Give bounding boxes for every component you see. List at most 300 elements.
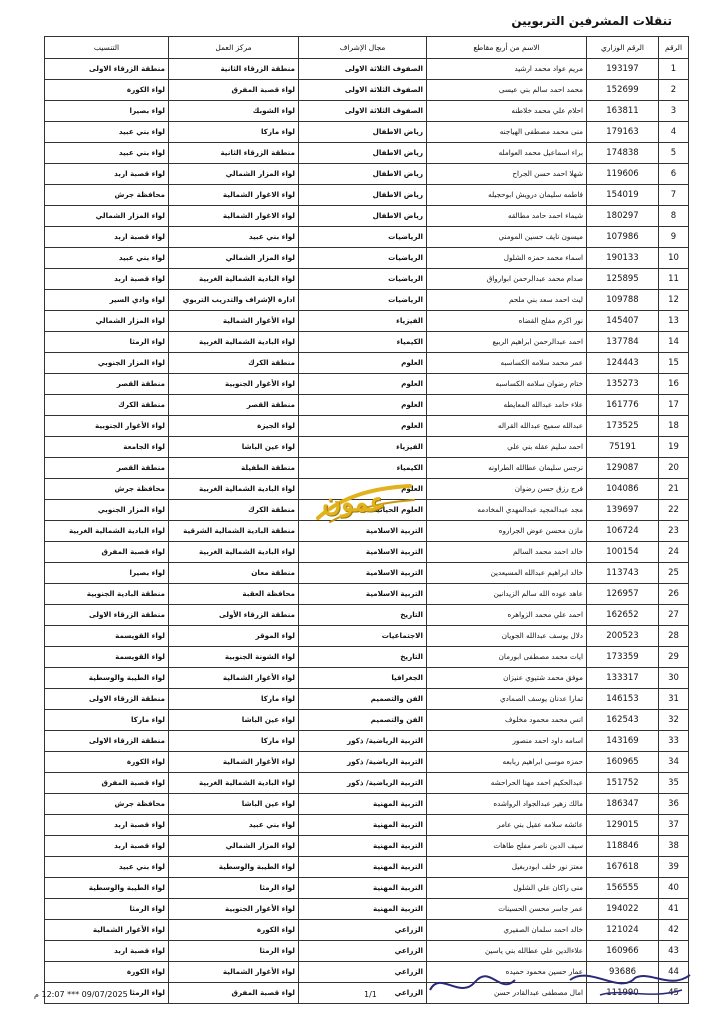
cell-name: عمر جاسر محسن الحسينات bbox=[427, 899, 587, 920]
cell-assignment: لواء الرمثا bbox=[45, 983, 169, 1004]
cell-work-center: لواء ماركا bbox=[169, 689, 299, 710]
cell-num: 32 bbox=[659, 710, 689, 731]
cell-national-id: 107986 bbox=[587, 227, 659, 248]
cell-national-id: 143169 bbox=[587, 731, 659, 752]
cell-num: 3 bbox=[659, 101, 689, 122]
header-field: مجال الإشراف bbox=[299, 37, 427, 59]
cell-name: محمد احمد سالم بني عيسى bbox=[427, 80, 587, 101]
cell-national-id: 126957 bbox=[587, 584, 659, 605]
footer-page-number: 1/1 bbox=[364, 990, 377, 999]
cell-field: رياض الاطفال bbox=[299, 122, 427, 143]
table-row bbox=[45, 815, 689, 836]
table-row bbox=[45, 206, 689, 227]
cell-name: علاء حامد عبدالله المعايطه bbox=[427, 395, 587, 416]
cell-national-id: 129087 bbox=[587, 458, 659, 479]
cell-num: 18 bbox=[659, 416, 689, 437]
cell-name: معتز نور خلف ابودربغيل bbox=[427, 857, 587, 878]
cell-assignment: منطقة القصر bbox=[45, 374, 169, 395]
cell-num: 13 bbox=[659, 311, 689, 332]
cell-num: 12 bbox=[659, 290, 689, 311]
cell-work-center: لواء البادية الشمالية الغربية bbox=[169, 542, 299, 563]
cell-field: التربية المهنية bbox=[299, 794, 427, 815]
cell-work-center: منطقة معان bbox=[169, 563, 299, 584]
cell-assignment: منطقة القصر bbox=[45, 458, 169, 479]
cell-work-center: لواء الأغوار الشمالية bbox=[169, 962, 299, 983]
cell-num: 33 bbox=[659, 731, 689, 752]
cell-work-center: منطقة الكرك bbox=[169, 353, 299, 374]
cell-work-center: لواء البادية الشمالية الغربية bbox=[169, 332, 299, 353]
table-row bbox=[45, 395, 689, 416]
cell-national-id: 160966 bbox=[587, 941, 659, 962]
cell-field: التربية المهنية bbox=[299, 836, 427, 857]
table-row bbox=[45, 458, 689, 479]
cell-national-id: 152699 bbox=[587, 80, 659, 101]
cell-national-id: 139697 bbox=[587, 500, 659, 521]
cell-num: 8 bbox=[659, 206, 689, 227]
cell-assignment: لواء الكورة bbox=[45, 752, 169, 773]
cell-work-center: لواء الكورة bbox=[169, 920, 299, 941]
cell-assignment: لواء القويسمة bbox=[45, 647, 169, 668]
cell-field: الزراعي bbox=[299, 962, 427, 983]
cell-national-id: 104086 bbox=[587, 479, 659, 500]
cell-national-id: 160965 bbox=[587, 752, 659, 773]
table-row bbox=[45, 416, 689, 437]
cell-field: التربية المهنية bbox=[299, 857, 427, 878]
cell-work-center: منطقة الطفيلة bbox=[169, 458, 299, 479]
cell-national-id: 186347 bbox=[587, 794, 659, 815]
cell-name: مالك زهير عبدالجواد الرواشده bbox=[427, 794, 587, 815]
cell-work-center: لواء قصبة المفرق bbox=[169, 80, 299, 101]
cell-national-id: 118846 bbox=[587, 836, 659, 857]
cell-num: 40 bbox=[659, 878, 689, 899]
cell-national-id: 156555 bbox=[587, 878, 659, 899]
cell-name: فاطمه سليمان درويش ابوحجيله bbox=[427, 185, 587, 206]
cell-assignment: لواء قصبة اربد bbox=[45, 815, 169, 836]
cell-assignment: لواء قصبة اربد bbox=[45, 836, 169, 857]
table-row bbox=[45, 668, 689, 689]
cell-assignment: لواء الكورة bbox=[45, 962, 169, 983]
table-row bbox=[45, 857, 689, 878]
header-assignment: التنسيب bbox=[45, 37, 169, 59]
cell-national-id: 173359 bbox=[587, 647, 659, 668]
table-row bbox=[45, 311, 689, 332]
cell-field: العلوم bbox=[299, 416, 427, 437]
cell-field: رياض الاطفال bbox=[299, 164, 427, 185]
table-body bbox=[45, 59, 689, 1004]
cell-field: الزراعي bbox=[299, 920, 427, 941]
header-work-center: مركز العمل bbox=[169, 37, 299, 59]
cell-num: 15 bbox=[659, 353, 689, 374]
cell-assignment: محافظة جرش bbox=[45, 479, 169, 500]
cell-work-center: لواء الاغوار الشمالية bbox=[169, 185, 299, 206]
cell-name: شيماء احمد حامد مطالقه bbox=[427, 206, 587, 227]
table-row bbox=[45, 794, 689, 815]
cell-num: 26 bbox=[659, 584, 689, 605]
cell-national-id: 129015 bbox=[587, 815, 659, 836]
cell-field: الكيمياء bbox=[299, 458, 427, 479]
cell-assignment: لواء ماركا bbox=[45, 710, 169, 731]
cell-field: الرياضيات bbox=[299, 248, 427, 269]
cell-name: نور اكرم مفلح القضاه bbox=[427, 311, 587, 332]
cell-assignment: لواء الطيبة والوسطية bbox=[45, 878, 169, 899]
cell-national-id: 193197 bbox=[587, 59, 659, 80]
cell-assignment: منطقة الزرقاء الاولى bbox=[45, 731, 169, 752]
header-name: الاسم من أربع مقاطع bbox=[427, 37, 587, 59]
cell-field: العلوم bbox=[299, 479, 427, 500]
cell-field: الصفوف الثلاثة الاولى bbox=[299, 59, 427, 80]
cell-num: 35 bbox=[659, 773, 689, 794]
cell-assignment: لواء الأغوار الجنوبية bbox=[45, 416, 169, 437]
cell-work-center: لواء بني عبيد bbox=[169, 227, 299, 248]
cell-field: الرياضيات bbox=[299, 227, 427, 248]
cell-assignment: لواء قصبة اربد bbox=[45, 269, 169, 290]
cell-national-id: 124443 bbox=[587, 353, 659, 374]
cell-national-id: 151752 bbox=[587, 773, 659, 794]
cell-field: الرياضيات bbox=[299, 269, 427, 290]
cell-national-id: 75191 bbox=[587, 437, 659, 458]
cell-assignment: لواء الطيبة والوسطية bbox=[45, 668, 169, 689]
cell-national-id: 174838 bbox=[587, 143, 659, 164]
cell-num: 30 bbox=[659, 668, 689, 689]
cell-name: امال مصطفى عبدالقادر حسن bbox=[427, 983, 587, 1004]
cell-assignment: منطقة الزرقاء الاولى bbox=[45, 689, 169, 710]
cell-national-id: 161776 bbox=[587, 395, 659, 416]
cell-name: خالد احمد محمد السالم bbox=[427, 542, 587, 563]
cell-work-center: لواء الأغوار الجنوبية bbox=[169, 374, 299, 395]
table-row bbox=[45, 563, 689, 584]
cell-num: 28 bbox=[659, 626, 689, 647]
cell-work-center: لواء الأغوار الشمالية bbox=[169, 752, 299, 773]
cell-work-center: لواء عين الباشا bbox=[169, 437, 299, 458]
cell-work-center: لواء الأغوار الشمالية bbox=[169, 311, 299, 332]
cell-field: الصفوف الثلاثة الاولى bbox=[299, 101, 427, 122]
cell-field: العلوم bbox=[299, 353, 427, 374]
cell-name: عاهد عوده الله سالم الزيدانين bbox=[427, 584, 587, 605]
cell-num: 42 bbox=[659, 920, 689, 941]
cell-work-center: ادارة الإشراف والتدريب التربوي bbox=[169, 290, 299, 311]
cell-name: احلام علي محمد خلاطنه bbox=[427, 101, 587, 122]
cell-num: 24 bbox=[659, 542, 689, 563]
table-row bbox=[45, 59, 689, 80]
header-national-id: الرقم الوزاري bbox=[587, 37, 659, 59]
cell-assignment: لواء المزار الجنوبي bbox=[45, 353, 169, 374]
cell-num: 11 bbox=[659, 269, 689, 290]
cell-national-id: 135273 bbox=[587, 374, 659, 395]
cell-national-id: 162543 bbox=[587, 710, 659, 731]
cell-national-id: 109788 bbox=[587, 290, 659, 311]
header-num: الرقم bbox=[659, 37, 689, 59]
cell-field: الصفوف الثلاثة الاولى bbox=[299, 80, 427, 101]
cell-name: مريم عواد محمد ارشيد bbox=[427, 59, 587, 80]
cell-num: 31 bbox=[659, 689, 689, 710]
cell-num: 19 bbox=[659, 437, 689, 458]
table-row bbox=[45, 941, 689, 962]
cell-field: التربية المهنية bbox=[299, 899, 427, 920]
cell-national-id: 163811 bbox=[587, 101, 659, 122]
cell-field: العلوم bbox=[299, 374, 427, 395]
cell-name: سيف الدين ناصر مفلح طاهات bbox=[427, 836, 587, 857]
cell-work-center: لواء ماركا bbox=[169, 122, 299, 143]
cell-name: احمد عبدالرحمن ابراهيم الربيع bbox=[427, 332, 587, 353]
cell-field: التربية الرياضية/ ذكور bbox=[299, 752, 427, 773]
cell-work-center: لواء الشوبك bbox=[169, 101, 299, 122]
cell-name: عبدالله سميح عبدالله القراله bbox=[427, 416, 587, 437]
table-row bbox=[45, 185, 689, 206]
cell-assignment: منطقة البادية الجنوبية bbox=[45, 584, 169, 605]
watermark-logo: عمون bbox=[322, 488, 386, 518]
cell-field: التربية الاسلامية bbox=[299, 584, 427, 605]
cell-assignment: محافظة جرش bbox=[45, 185, 169, 206]
cell-national-id: 133317 bbox=[587, 668, 659, 689]
cell-name: نرجس سليمان عطالله الطراونه bbox=[427, 458, 587, 479]
table-row bbox=[45, 290, 689, 311]
table-header-row bbox=[45, 37, 689, 59]
cell-num: 6 bbox=[659, 164, 689, 185]
cell-field: التربية الاسلامية bbox=[299, 563, 427, 584]
cell-work-center: لواء الأغوار الجنوبية bbox=[169, 899, 299, 920]
cell-assignment: لواء الرمثا bbox=[45, 332, 169, 353]
cell-num: 38 bbox=[659, 836, 689, 857]
cell-num: 34 bbox=[659, 752, 689, 773]
cell-work-center: لواء البادية الشمالية الغربية bbox=[169, 773, 299, 794]
cell-national-id: 125895 bbox=[587, 269, 659, 290]
cell-national-id: 106724 bbox=[587, 521, 659, 542]
cell-num: 44 bbox=[659, 962, 689, 983]
cell-num: 37 bbox=[659, 815, 689, 836]
cell-work-center: منطقة الزرقاء الأولى bbox=[169, 605, 299, 626]
document-title: تنقلات المشرفين التربويين bbox=[511, 14, 672, 28]
cell-national-id: 119606 bbox=[587, 164, 659, 185]
cell-num: 29 bbox=[659, 647, 689, 668]
cell-national-id: 145407 bbox=[587, 311, 659, 332]
cell-name: ختام رضوان سلامه الكساسبه bbox=[427, 374, 587, 395]
cell-name: عمر محمد سلامه الكساسبه bbox=[427, 353, 587, 374]
cell-field: العلوم bbox=[299, 395, 427, 416]
cell-field: الكيمياء bbox=[299, 332, 427, 353]
cell-name: ليث احمد سعد بني ملحم bbox=[427, 290, 587, 311]
cell-work-center: لواء الشونة الجنوبية bbox=[169, 647, 299, 668]
cell-num: 14 bbox=[659, 332, 689, 353]
cell-num: 20 bbox=[659, 458, 689, 479]
cell-assignment: لواء بني عبيد bbox=[45, 143, 169, 164]
cell-work-center: منطقة الزرقاء الثانية bbox=[169, 59, 299, 80]
cell-national-id: 100154 bbox=[587, 542, 659, 563]
cell-field: العلوم الحياتية bbox=[299, 500, 427, 521]
cell-work-center: لواء المزار الشمالي bbox=[169, 836, 299, 857]
cell-national-id: 173525 bbox=[587, 416, 659, 437]
table-row bbox=[45, 374, 689, 395]
cell-num: 27 bbox=[659, 605, 689, 626]
cell-name: صدام محمد عبدالرحمن ابوارواق bbox=[427, 269, 587, 290]
cell-work-center: لواء عين الباشا bbox=[169, 710, 299, 731]
cell-field: التربية الرياضية/ ذكور bbox=[299, 731, 427, 752]
cell-assignment: منطقة الزرقاء الاولى bbox=[45, 605, 169, 626]
table-row bbox=[45, 542, 689, 563]
cell-num: 10 bbox=[659, 248, 689, 269]
cell-national-id: 146153 bbox=[587, 689, 659, 710]
cell-national-id: 113743 bbox=[587, 563, 659, 584]
cell-name: اسماء محمد حمزه الشلول bbox=[427, 248, 587, 269]
cell-field: الاجتماعيات bbox=[299, 626, 427, 647]
cell-num: 23 bbox=[659, 521, 689, 542]
table-row bbox=[45, 899, 689, 920]
cell-assignment: لواء الكورة bbox=[45, 80, 169, 101]
cell-name: شهلا احمد حسن الجراح bbox=[427, 164, 587, 185]
cell-field: الرياضيات bbox=[299, 290, 427, 311]
table-row bbox=[45, 689, 689, 710]
cell-work-center: لواء ماركا bbox=[169, 731, 299, 752]
cell-field: الزراعي bbox=[299, 983, 427, 1004]
cell-name: فرج رزق حسن رضوان bbox=[427, 479, 587, 500]
cell-num: 22 bbox=[659, 500, 689, 521]
cell-field: التربية المهنية bbox=[299, 878, 427, 899]
cell-assignment: لواء القويسمة bbox=[45, 626, 169, 647]
cell-work-center: لواء الأغوار الشمالية bbox=[169, 668, 299, 689]
table-row bbox=[45, 710, 689, 731]
cell-work-center: لواء البادية الشمالية الغربية bbox=[169, 479, 299, 500]
cell-work-center: منطقة الزرقاء الثانية bbox=[169, 143, 299, 164]
cell-national-id: 111990 bbox=[587, 983, 659, 1004]
table-row bbox=[45, 920, 689, 941]
cell-national-id: 194022 bbox=[587, 899, 659, 920]
table-row bbox=[45, 773, 689, 794]
cell-field: التاريخ bbox=[299, 647, 427, 668]
cell-assignment: منطقة الزرقاء الاولى bbox=[45, 59, 169, 80]
cell-num: 5 bbox=[659, 143, 689, 164]
cell-assignment: لواء بصيرا bbox=[45, 101, 169, 122]
cell-name: منى محمد مصطفى الهياجنه bbox=[427, 122, 587, 143]
cell-name: اسامه داود احمد منصور bbox=[427, 731, 587, 752]
cell-assignment: لواء قصبة المفرق bbox=[45, 773, 169, 794]
cell-field: الفن والتصميم bbox=[299, 710, 427, 731]
cell-name: موفق محمد شتيوي عنيزان bbox=[427, 668, 587, 689]
cell-name: مازن محسن عوض الجراروه bbox=[427, 521, 587, 542]
cell-work-center: لواء المزار الشمالي bbox=[169, 248, 299, 269]
cell-national-id: 154019 bbox=[587, 185, 659, 206]
cell-work-center: لواء المزار الشمالي bbox=[169, 164, 299, 185]
cell-num: 17 bbox=[659, 395, 689, 416]
cell-num: 1 bbox=[659, 59, 689, 80]
cell-field: الفيزياء bbox=[299, 311, 427, 332]
cell-field: التربية المهنية bbox=[299, 815, 427, 836]
table-row bbox=[45, 605, 689, 626]
cell-name: تمارا عدنان يوسف الصمادي bbox=[427, 689, 587, 710]
cell-work-center: لواء الجيزة bbox=[169, 416, 299, 437]
signature-icon bbox=[420, 960, 700, 1010]
table-row bbox=[45, 227, 689, 248]
cell-field: التربية الرياضية/ ذكور bbox=[299, 773, 427, 794]
cell-field: التربية الاسلامية bbox=[299, 521, 427, 542]
cell-field: رياض الاطفال bbox=[299, 206, 427, 227]
cell-name: عبدالحكيم احمد مهنا الحراحشه bbox=[427, 773, 587, 794]
cell-name: مجد عبدالمجيد عبدالمهدي المخادمه bbox=[427, 500, 587, 521]
cell-num: 2 bbox=[659, 80, 689, 101]
cell-work-center: لواء عين الباشا bbox=[169, 794, 299, 815]
cell-field: التاريخ bbox=[299, 605, 427, 626]
cell-work-center: لواء البادية الشمالية الغربية bbox=[169, 269, 299, 290]
cell-num: 45 bbox=[659, 983, 689, 1004]
cell-national-id: 137784 bbox=[587, 332, 659, 353]
cell-assignment: لواء بصيرا bbox=[45, 563, 169, 584]
cell-num: 7 bbox=[659, 185, 689, 206]
cell-num: 39 bbox=[659, 857, 689, 878]
cell-work-center: لواء الطيبة والوسطية bbox=[169, 857, 299, 878]
cell-name: براء اسماعيل محمد العوامله bbox=[427, 143, 587, 164]
cell-assignment: لواء قصبة اربد bbox=[45, 164, 169, 185]
cell-national-id: 121024 bbox=[587, 920, 659, 941]
cell-name: منى راكان علي الشلول bbox=[427, 878, 587, 899]
cell-name: عائشه سلامه عقيل بني عامر bbox=[427, 815, 587, 836]
cell-assignment: لواء الجامعة bbox=[45, 437, 169, 458]
cell-num: 43 bbox=[659, 941, 689, 962]
cell-national-id: 180297 bbox=[587, 206, 659, 227]
cell-assignment: لواء قصبة اربد bbox=[45, 227, 169, 248]
cell-assignment: لواء الرمثا bbox=[45, 899, 169, 920]
cell-work-center: لواء قصبة المفرق bbox=[169, 983, 299, 1004]
cell-name: دلال يوسف عبدالله الجويان bbox=[427, 626, 587, 647]
cell-national-id: 179163 bbox=[587, 122, 659, 143]
cell-field: رياض الاطفال bbox=[299, 143, 427, 164]
cell-field: الفيزياء bbox=[299, 437, 427, 458]
cell-field: الجغرافيا bbox=[299, 668, 427, 689]
table-row bbox=[45, 164, 689, 185]
cell-assignment: لواء بني عبيد bbox=[45, 122, 169, 143]
cell-assignment: لواء المزار الجنوبي bbox=[45, 500, 169, 521]
cell-assignment: لواء البادية الشمالية الغربية bbox=[45, 521, 169, 542]
cell-work-center: لواء الرمثا bbox=[169, 941, 299, 962]
cell-work-center: محافظة العقبة bbox=[169, 584, 299, 605]
cell-national-id: 93686 bbox=[587, 962, 659, 983]
cell-name: انس محمد محمود مخلوف bbox=[427, 710, 587, 731]
cell-assignment: لواء وادي السير bbox=[45, 290, 169, 311]
cell-assignment: لواء بني عبيد bbox=[45, 248, 169, 269]
cell-name: احمد سليم عقله بني علي bbox=[427, 437, 587, 458]
cell-name: علاءالدين علي عطالله بني ياسين bbox=[427, 941, 587, 962]
cell-name: حمزه موسى ابراهيم ربابعه bbox=[427, 752, 587, 773]
cell-national-id: 162652 bbox=[587, 605, 659, 626]
cell-num: 25 bbox=[659, 563, 689, 584]
cell-national-id: 190133 bbox=[587, 248, 659, 269]
cell-name: خالد احمد سلمان الصفيري bbox=[427, 920, 587, 941]
cell-name: خالد ابراهيم عبدالله المسيعدين bbox=[427, 563, 587, 584]
table-row bbox=[45, 143, 689, 164]
cell-assignment: لواء قصبة المفرق bbox=[45, 542, 169, 563]
cell-work-center: لواء بني عبيد bbox=[169, 815, 299, 836]
cell-assignment: محافظة جرش bbox=[45, 794, 169, 815]
cell-work-center: منطقة الكرك bbox=[169, 500, 299, 521]
cell-national-id: 167618 bbox=[587, 857, 659, 878]
cell-work-center: لواء الرمثا bbox=[169, 878, 299, 899]
table-row bbox=[45, 269, 689, 290]
cell-num: 16 bbox=[659, 374, 689, 395]
table-row bbox=[45, 80, 689, 101]
cell-num: 36 bbox=[659, 794, 689, 815]
cell-name: ميسون نايف حسين المومني bbox=[427, 227, 587, 248]
table-row bbox=[45, 248, 689, 269]
table-row bbox=[45, 647, 689, 668]
cell-assignment: لواء قصبة اربد bbox=[45, 941, 169, 962]
cell-assignment: منطقة الكرك bbox=[45, 395, 169, 416]
cell-assignment: لواء المزار الشمالي bbox=[45, 311, 169, 332]
cell-field: الزراعي bbox=[299, 941, 427, 962]
table-row bbox=[45, 437, 689, 458]
table-row bbox=[45, 332, 689, 353]
cell-assignment: لواء الأغوار الشمالية bbox=[45, 920, 169, 941]
cell-num: 9 bbox=[659, 227, 689, 248]
cell-work-center: لواء الموقر bbox=[169, 626, 299, 647]
table-row bbox=[45, 584, 689, 605]
cell-work-center: منطقة البادية الشمالية الشرقية bbox=[169, 521, 299, 542]
